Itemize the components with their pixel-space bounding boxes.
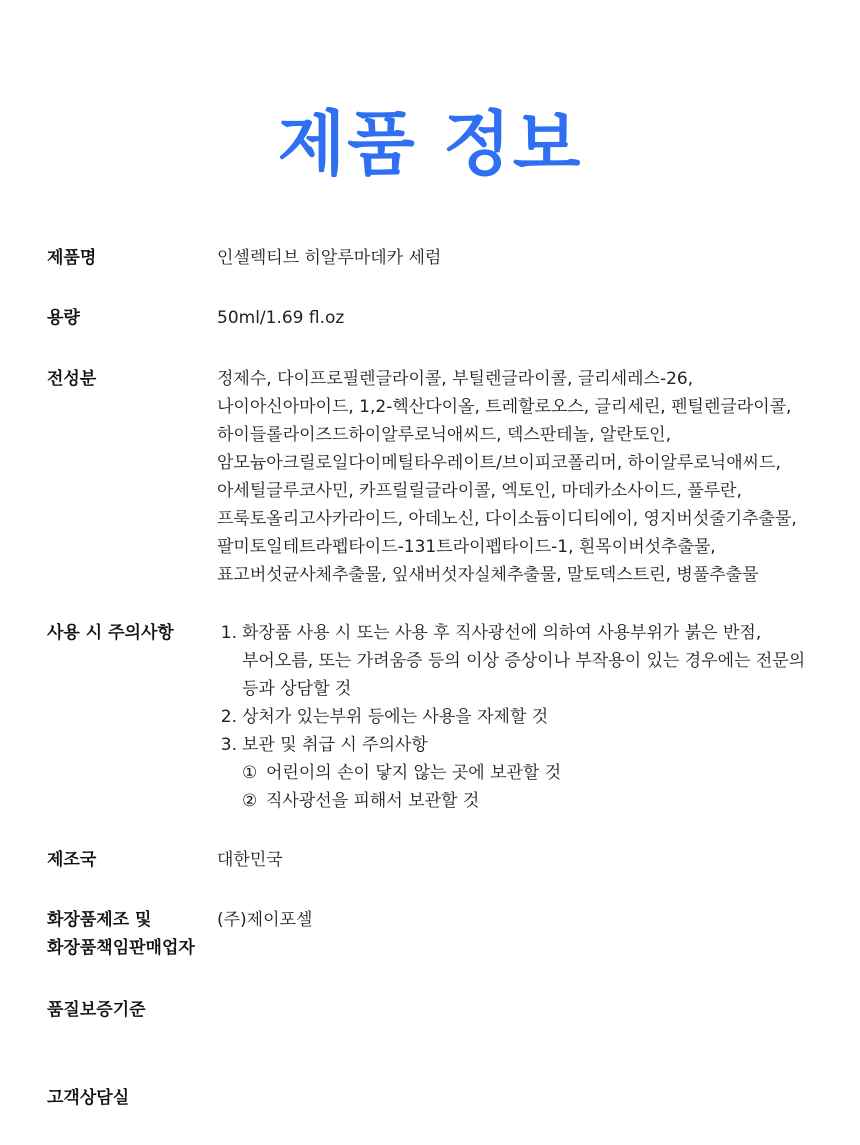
precaution-item <box>212 619 822 703</box>
precaution-text: 상처가 있는부위 등에는 사용을 자제할 것 <box>242 707 549 727</box>
info-row-country <box>47 846 822 906</box>
product-info-table <box>47 244 822 1114</box>
precaution-number: 2. <box>220 707 237 727</box>
precaution-group <box>242 731 822 815</box>
info-row-volume <box>47 304 822 365</box>
info-value: 인셀렉티브 히알루마데카 세럼 <box>217 248 442 268</box>
precaution-item <box>212 731 822 815</box>
ingredients-text: 정제수, 다이프로필렌글라이콜, 부틸렌글라이콜, 글리세레스-26, 나이아신아마이드, 1,2-헥산다이올, 트레할로오스, 글리세린, 펜틸렌글라이콜, 하이들롤라이즈드하이알루로닉애씨드, 덱스판테놀, 알란토인, 암모늄아크릴로일다이메틸타우레이트/브이피코폴리머, 하이알루로닉애씨드, 아세틸글루코사민, 카프릴릴글라이콜, 엑토인, 마데카소사이드, 풀루란, 프룩토올리고사카라이드, 아데노신, 다이소듐이디티에이, 영지버섯줄기추출물, 팔미토일테트라펩타이드-131트라이펩타이드-1, 흰목이버섯추출물, 표고버섯균사체추출물, 잎새버섯자실체추출물, 말토덱스트린, 병풀추출물 <box>217 369 797 585</box>
storage-sub-item <box>242 787 822 815</box>
page-title: 제품 정보 <box>277 103 583 185</box>
info-label: 제조국 <box>47 850 97 870</box>
info-row-customer-service <box>47 1084 822 1114</box>
precaution-text: 화장품 사용 시 또는 사용 후 직사광선에 의하여 사용부위가 붉은 반점, 부어오름, 또는 가려움증 등의 이상 증상이나 부작용이 있는 경우에는 전문의 등과 상담할 것 <box>242 623 806 699</box>
info-label: 제품명 <box>47 248 97 268</box>
info-label: 고객상담실 <box>47 1088 130 1108</box>
precaution-number: 1. <box>220 623 237 643</box>
storage-sub-item <box>242 759 822 787</box>
info-label: 전성분 <box>47 369 97 389</box>
info-value: 대한민국 <box>217 850 283 870</box>
precaution-number: 3. <box>220 735 237 755</box>
storage-sub-text: 직사광선을 피해서 보관할 것 <box>266 791 480 811</box>
info-label: 품질보증기준 <box>47 1000 146 1020</box>
circled-number: ① <box>242 763 258 783</box>
info-row-manufacturer <box>47 906 822 996</box>
info-label-line: 화장품책임판매업자 <box>47 938 195 958</box>
info-label-multiline <box>47 906 217 962</box>
info-label-line: 화장품제조 및 <box>47 910 152 930</box>
storage-sub-text: 어린이의 손이 닿지 않는 곳에 보관할 것 <box>266 763 562 783</box>
info-row-precautions <box>47 619 822 846</box>
precautions-list <box>212 619 822 815</box>
info-row-product-name <box>47 244 822 304</box>
circled-number: ② <box>242 791 258 811</box>
info-row-ingredients <box>47 365 822 619</box>
storage-sub-list <box>242 759 822 815</box>
precaution-item <box>212 703 822 731</box>
info-label: 사용 시 주의사항 <box>47 623 174 643</box>
info-value: 50ml/1.69 fl.oz <box>217 308 345 328</box>
info-row-quality-standard <box>47 996 822 1084</box>
precaution-text: 보관 및 취급 시 주의사항 <box>242 735 428 755</box>
info-label: 용량 <box>47 308 80 328</box>
info-value: (주)제이포셀 <box>217 910 313 930</box>
